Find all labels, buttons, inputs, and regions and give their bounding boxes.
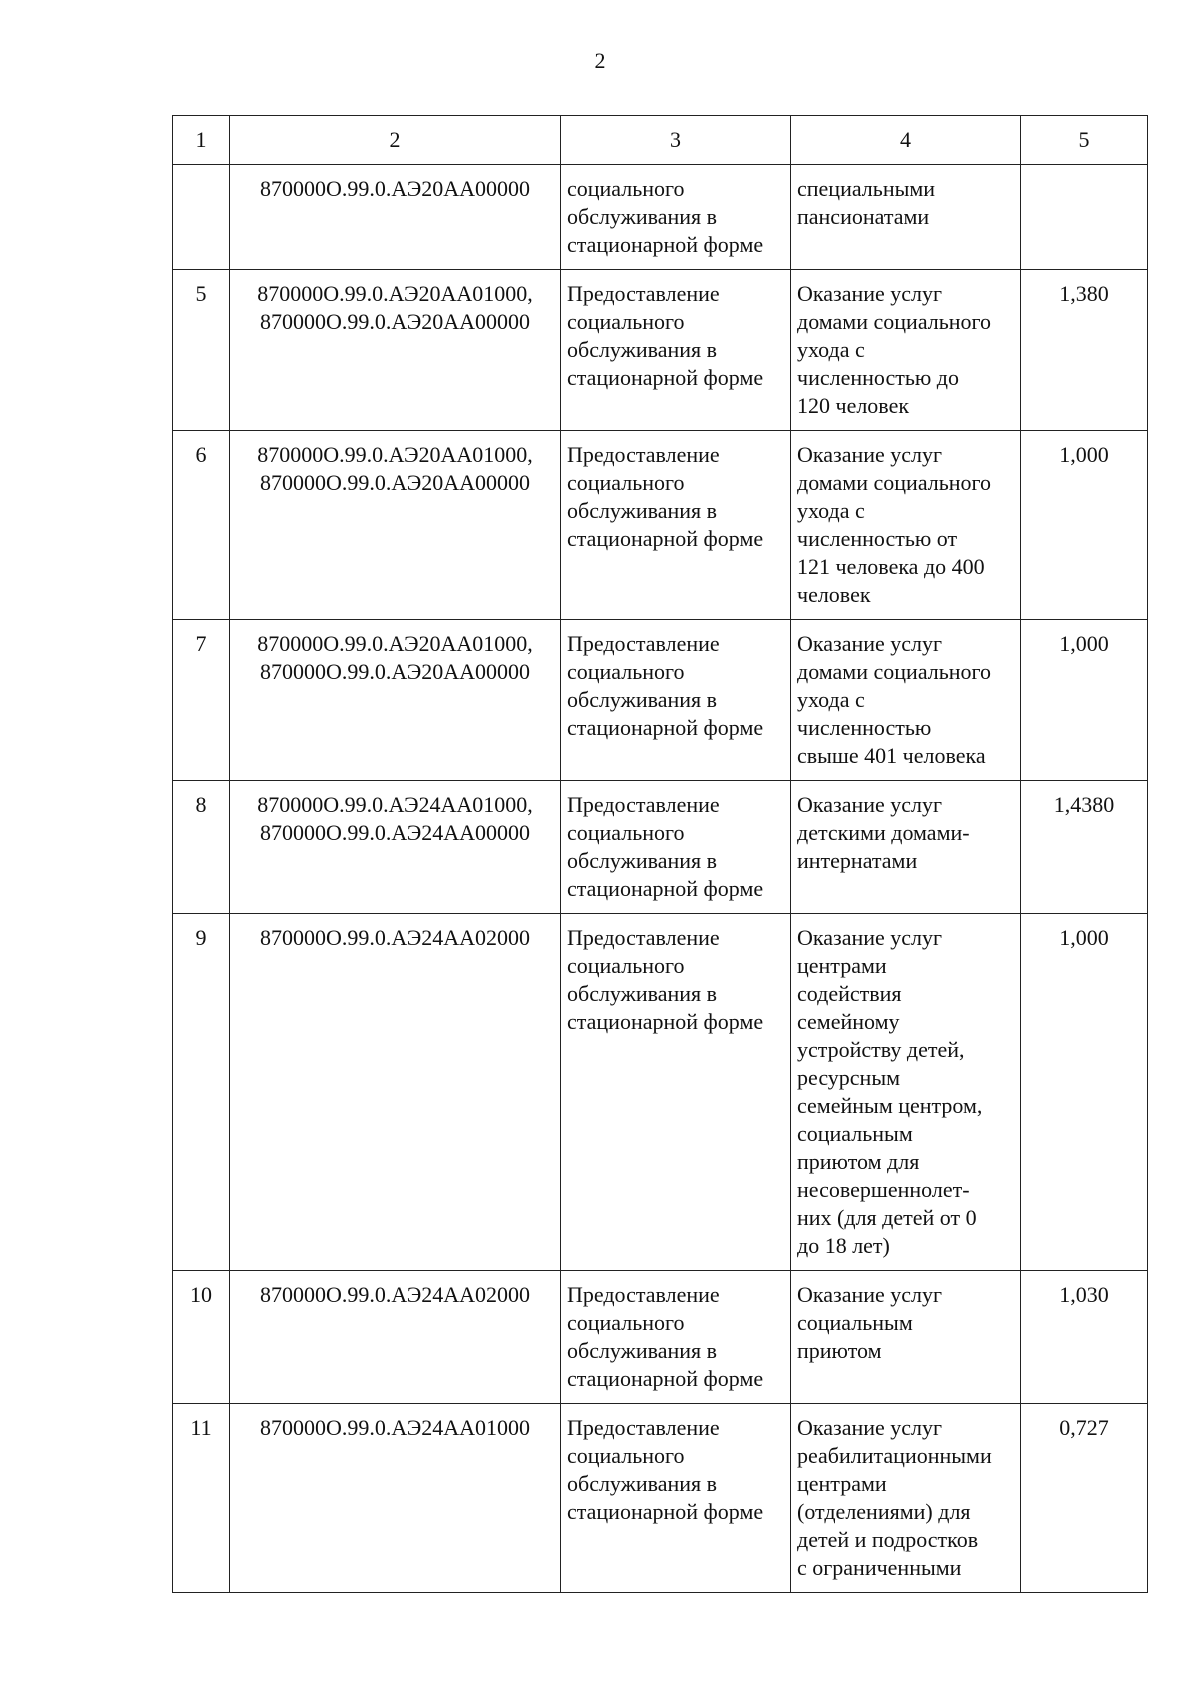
registry-code-cell <box>230 620 561 781</box>
row-number-cell: 6 <box>173 431 230 620</box>
description-line: свыше 401 человека <box>797 743 986 768</box>
description-line: Оказание услуг <box>797 792 943 817</box>
row-number-cell: 7 <box>173 620 230 781</box>
description-cell <box>791 620 1021 781</box>
description-line: 121 человека до 400 <box>797 554 985 579</box>
service-line: Предоставление <box>567 442 720 467</box>
header-cell: 1 <box>173 116 230 165</box>
row-number-cell: 10 <box>173 1271 230 1404</box>
service-line: стационарной форме <box>567 1009 764 1034</box>
description-line: социальным <box>797 1310 913 1335</box>
description-line: семейному <box>797 1009 900 1034</box>
service-line: социального <box>567 309 685 334</box>
description-cell <box>791 1404 1021 1593</box>
description-line: (отделениями) для <box>797 1499 971 1524</box>
services-table <box>172 115 1148 1593</box>
service-line: стационарной форме <box>567 715 764 740</box>
service-cell <box>561 1271 791 1404</box>
registry-code-cell <box>230 1271 561 1404</box>
code-line: 870000О.99.0.АЭ20АА00000 <box>259 659 531 684</box>
header-cell: 4 <box>791 116 1021 165</box>
description-cell <box>791 1271 1021 1404</box>
service-cell <box>561 1404 791 1593</box>
code-line: 870000О.99.0.АЭ20АА00000 <box>259 176 531 201</box>
coefficient-cell: 1,000 <box>1021 620 1148 781</box>
service-cell <box>561 781 791 914</box>
description-line: численностью до <box>797 365 959 390</box>
row-number-cell: 9 <box>173 914 230 1271</box>
row-number-cell <box>173 165 230 270</box>
code-line: 870000О.99.0.АЭ24АА02000 <box>259 1282 531 1307</box>
registry-code-cell <box>230 165 561 270</box>
coefficient-cell: 1,000 <box>1021 431 1148 620</box>
service-line: стационарной форме <box>567 1366 764 1391</box>
code-line: 870000О.99.0.АЭ20АА01000, <box>257 442 533 467</box>
description-line: численностью от <box>797 526 958 551</box>
service-line: обслуживания в <box>567 1471 718 1496</box>
registry-code-cell <box>230 431 561 620</box>
description-line: Оказание услуг <box>797 281 943 306</box>
service-line: Предоставление <box>567 1415 720 1440</box>
code-line: 870000О.99.0.АЭ20АА01000, <box>257 631 533 656</box>
description-line: Оказание услуг <box>797 925 943 950</box>
description-line: ухода с <box>797 687 865 712</box>
description-line: Оказание услуг <box>797 631 943 656</box>
service-line: обслуживания в <box>567 204 718 229</box>
table-body <box>173 116 1148 1593</box>
registry-code-cell <box>230 270 561 431</box>
service-line: стационарной форме <box>567 1499 764 1524</box>
coefficient-cell <box>1021 165 1148 270</box>
service-line: обслуживания в <box>567 337 718 362</box>
coefficient-cell: 0,727 <box>1021 1404 1148 1593</box>
service-line: социального <box>567 1310 685 1335</box>
registry-code-cell <box>230 1404 561 1593</box>
registry-code-cell <box>230 914 561 1271</box>
description-line: несовершеннолет- <box>797 1177 970 1202</box>
service-line: стационарной форме <box>567 232 764 257</box>
description-line: ухода с <box>797 337 865 362</box>
row-number-cell: 11 <box>173 1404 230 1593</box>
description-cell <box>791 165 1021 270</box>
description-line: специальными <box>797 176 936 201</box>
registry-code-cell <box>230 781 561 914</box>
service-line: обслуживания в <box>567 1338 718 1363</box>
description-line: приютом для <box>797 1149 920 1174</box>
service-line: социального <box>567 953 685 978</box>
service-line: Предоставление <box>567 792 720 817</box>
service-line: Предоставление <box>567 281 720 306</box>
service-line: социального <box>567 176 685 201</box>
description-line: человек <box>797 582 871 607</box>
description-line: домами социального <box>797 309 992 334</box>
description-line: с ограниченными <box>797 1555 962 1580</box>
description-line: домами социального <box>797 659 992 684</box>
service-cell <box>561 165 791 270</box>
service-line: Предоставление <box>567 925 720 950</box>
description-line: ресурсным <box>797 1065 901 1090</box>
description-line: ухода с <box>797 498 865 523</box>
description-line: детскими домами- <box>797 820 970 845</box>
service-line: обслуживания в <box>567 687 718 712</box>
description-line: домами социального <box>797 470 992 495</box>
service-line: стационарной форме <box>567 876 764 901</box>
description-line: пансионатами <box>797 204 930 229</box>
page-number: 2 <box>594 48 606 73</box>
table-row <box>173 165 1148 270</box>
service-line: обслуживания в <box>567 848 718 873</box>
header-cell: 2 <box>230 116 561 165</box>
description-line: семейным центром, <box>797 1093 983 1118</box>
table-row <box>173 431 1148 620</box>
description-line: содействия <box>797 981 902 1006</box>
row-number-cell: 8 <box>173 781 230 914</box>
service-cell <box>561 914 791 1271</box>
header-cell: 5 <box>1021 116 1148 165</box>
description-line: Оказание услуг <box>797 1415 943 1440</box>
row-number-cell: 5 <box>173 270 230 431</box>
description-cell <box>791 270 1021 431</box>
code-line: 870000О.99.0.АЭ24АА01000, <box>257 792 533 817</box>
description-line: них (для детей от 0 <box>797 1205 977 1230</box>
description-line: Оказание услуг <box>797 442 943 467</box>
table-row <box>173 270 1148 431</box>
code-line: 870000О.99.0.АЭ24АА01000 <box>259 1415 531 1440</box>
description-line: устройству детей, <box>797 1037 965 1062</box>
code-line: 870000О.99.0.АЭ20АА01000, <box>257 281 533 306</box>
service-cell <box>561 270 791 431</box>
table-row <box>173 1404 1148 1593</box>
table-row <box>173 620 1148 781</box>
code-line: 870000О.99.0.АЭ24АА02000 <box>259 925 531 950</box>
code-line: 870000О.99.0.АЭ24АА00000 <box>259 820 531 845</box>
service-cell <box>561 620 791 781</box>
description-line: приютом <box>797 1338 882 1363</box>
table-row <box>173 914 1148 1271</box>
table-row <box>173 1271 1148 1404</box>
service-line: стационарной форме <box>567 365 764 390</box>
service-line: социального <box>567 1443 685 1468</box>
service-line: стационарной форме <box>567 526 764 551</box>
description-line: центрами <box>797 1471 887 1496</box>
service-line: Предоставление <box>567 631 720 656</box>
description-line: Оказание услуг <box>797 1282 943 1307</box>
description-cell <box>791 781 1021 914</box>
description-line: реабилитационными <box>797 1443 992 1468</box>
coefficient-cell: 1,030 <box>1021 1271 1148 1404</box>
table-header-row <box>173 116 1148 165</box>
service-cell <box>561 431 791 620</box>
description-line: до 18 лет) <box>797 1233 890 1258</box>
coefficient-cell: 1,380 <box>1021 270 1148 431</box>
code-line: 870000О.99.0.АЭ20АА00000 <box>259 470 531 495</box>
coefficient-cell: 1,4380 <box>1021 781 1148 914</box>
service-line: социального <box>567 820 685 845</box>
table-row <box>173 781 1148 914</box>
code-line: 870000О.99.0.АЭ20АА00000 <box>259 309 531 334</box>
description-cell <box>791 431 1021 620</box>
description-line: 120 человек <box>797 393 910 418</box>
description-line: центрами <box>797 953 887 978</box>
service-line: социального <box>567 659 685 684</box>
service-line: обслуживания в <box>567 498 718 523</box>
description-line: численностью <box>797 715 932 740</box>
service-line: обслуживания в <box>567 981 718 1006</box>
service-line: социального <box>567 470 685 495</box>
description-line: детей и подростков <box>797 1527 979 1552</box>
description-line: интернатами <box>797 848 918 873</box>
description-line: социальным <box>797 1121 913 1146</box>
service-line: Предоставление <box>567 1282 720 1307</box>
header-cell: 3 <box>561 116 791 165</box>
description-cell <box>791 914 1021 1271</box>
coefficient-cell: 1,000 <box>1021 914 1148 1271</box>
